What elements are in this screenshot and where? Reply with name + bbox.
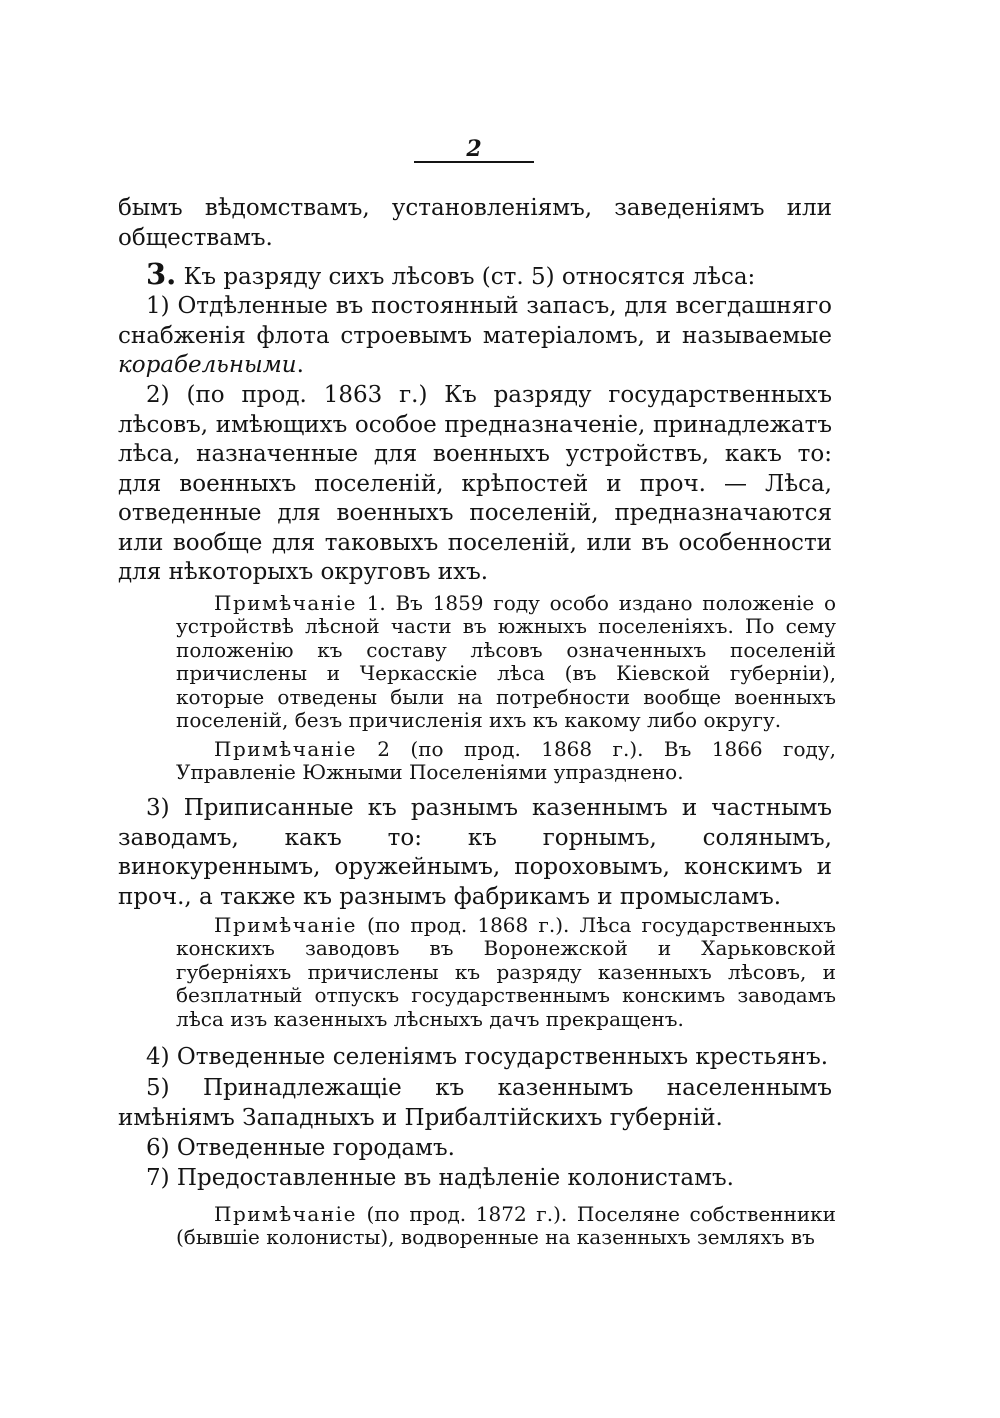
- italic-term: корабельными: [118, 352, 297, 378]
- list-item-5: [118, 1074, 832, 1133]
- page-number-rule: [414, 161, 534, 163]
- paragraph-text: 6) Отведенные городамъ.: [146, 1135, 455, 1161]
- paragraph-text: 7) Предоставленные въ надѣленіе колонистамъ.: [146, 1165, 734, 1191]
- paragraph-text: Къ разряду сихъ лѣсовъ (ст. 5) относятся лѣса:: [176, 264, 756, 290]
- paragraph-text: 3) Приписанные къ разнымъ казеннымъ и частнымъ заводамъ, какъ то: къ горнымъ, солянымъ, винокуреннымъ, оружейнымъ, пороховымъ, конскимъ и проч., а также къ разнымъ фабрикамъ и промысламъ.: [118, 795, 832, 910]
- list-item-6: [118, 1134, 832, 1164]
- note-1: [176, 592, 836, 732]
- note-label: Примѣчаніе: [214, 1202, 357, 1226]
- paragraph-text: 2) (по прод. 1863 г.) Къ разряду государственныхъ лѣсовъ, имѣющихъ особое предназначеніе, принадлежатъ лѣса, назначенные для военныхъ устройствъ, какъ то: для военныхъ поселеній, крѣпостей и проч. — Лѣса, отведенные для военныхъ поселеній, предназначаются или вообще для таковыхъ поселеній, или въ особенности для нѣкоторыхъ округовъ ихъ.: [118, 382, 832, 585]
- note-label: Примѣчаніе: [214, 913, 357, 937]
- note-label: Примѣчаніе: [214, 737, 357, 761]
- list-item-3: [118, 794, 832, 912]
- note-label: Примѣчаніе: [214, 591, 357, 615]
- list-item-2: [118, 381, 832, 588]
- list-item-4: [118, 1043, 832, 1073]
- list-item-7: [118, 1164, 832, 1194]
- note-text: (по прод. 1868 г.). Лѣса государственныхъ конскихъ заводовъ въ Воронежской и Харьковской губерніяхъ причислены къ разряду казенныхъ лѣсовъ, и безплатный отпускъ государственнымъ конскимъ заводамъ лѣса изъ казенныхъ лѣсныхъ дачъ прекращенъ.: [176, 913, 836, 1031]
- article-3-heading: [118, 257, 832, 293]
- paragraph-text: бымъ вѣдомствамъ, установленіямъ, заведеніямъ или обществамъ.: [118, 195, 832, 251]
- paragraph-text: 1) Отдѣленные въ постоянный запасъ, для всегдашняго снабженія флота строевымъ матеріаломъ, и называемые: [118, 293, 832, 349]
- note-2: [176, 738, 836, 785]
- article-number: 3.: [146, 257, 177, 291]
- note-text: (по прод. 1872 г.). Поселяне собственники (бывшіе колонисты), водворенные на казенныхъ земляхъ въ: [176, 1202, 836, 1250]
- paragraph-punct: .: [296, 352, 304, 378]
- paragraph-continuation: [118, 194, 832, 253]
- paragraph-text: 5) Принадлежащіе къ казеннымъ населеннымъ имѣніямъ Западныхъ и Прибалтійскихъ губерній.: [118, 1075, 832, 1131]
- note-text: 2 (по прод. 1868 г.). Въ 1866 году, Управленіе Южными Поселеніями упразднено.: [176, 737, 836, 785]
- note-3: [176, 914, 836, 1031]
- note-4: [176, 1203, 836, 1250]
- paragraph-text: 4) Отведенные селеніямъ государственныхъ крестьянъ.: [146, 1044, 829, 1070]
- note-text: 1. Въ 1859 году особо издано положеніе о устройствѣ лѣсной части въ южныхъ поселеніяхъ. По сему положенію къ составу лѣсовъ означенныхъ поселеній причислены и Черкасскіе лѣса (въ Кіевской губерніи), которые отведены были на потребности вообще военныхъ поселеній, безъ причисленія ихъ къ какому либо округу.: [176, 591, 836, 733]
- page-number: 2: [466, 136, 482, 162]
- list-item-1: [118, 292, 832, 381]
